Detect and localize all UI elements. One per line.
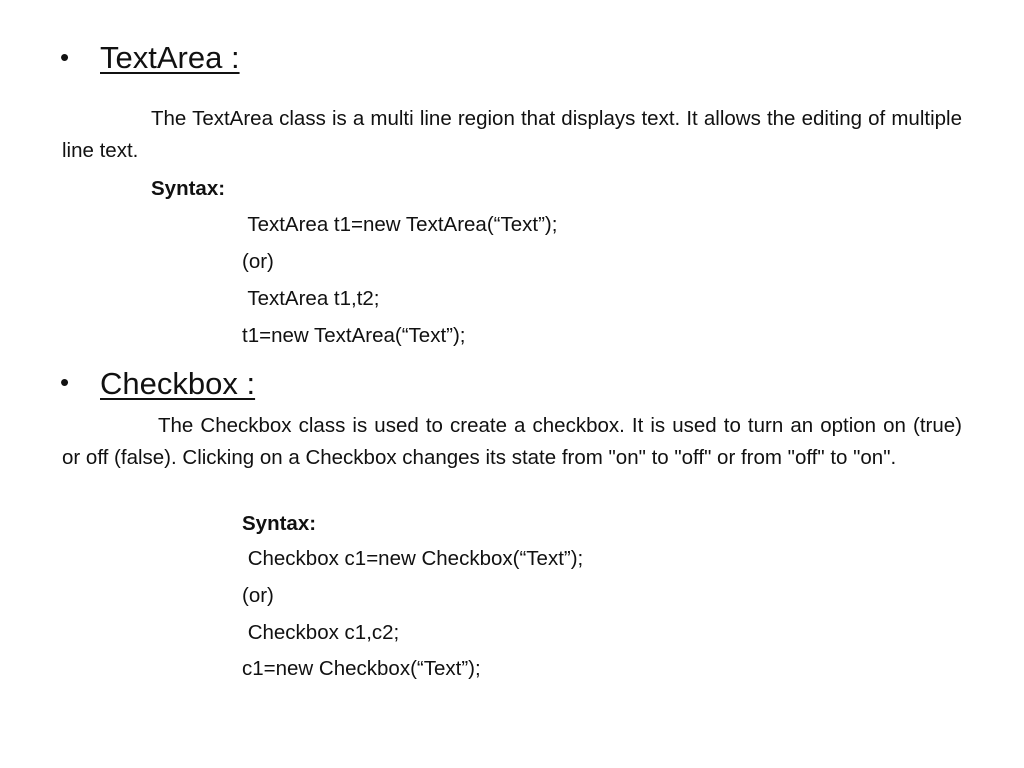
code-line: t1=new TextArea(“Text”);: [242, 324, 466, 347]
code-line: c1=new Checkbox(“Text”);: [242, 657, 481, 680]
code-line: TextArea t1,t2;: [242, 287, 380, 310]
heading-checkbox: Checkbox :: [100, 366, 256, 401]
code-line: (or): [242, 584, 274, 607]
description-checkbox: [62, 410, 962, 474]
bullet-checkbox: •: [60, 367, 70, 397]
bullet-textarea: •: [60, 42, 70, 72]
description-checkbox-text: The Checkbox class is used to create a checkbox. It is used to turn an option on (true) or off (false). Clicking on a Checkbox changes its state from "on" to "off" or from "off" to "on".: [62, 414, 962, 469]
code-line: Checkbox c1,c2;: [242, 621, 400, 644]
syntax-label-textarea: Syntax:: [151, 177, 226, 200]
code-line: Checkbox c1=new Checkbox(“Text”);: [242, 547, 584, 570]
code-line: TextArea t1=new TextArea(“Text”);: [242, 213, 558, 236]
heading-textarea: TextArea :: [100, 40, 240, 75]
description-textarea: [62, 103, 962, 167]
syntax-label-checkbox: Syntax:: [242, 512, 317, 535]
description-textarea-text: The TextArea class is a multi line region that displays text. It allows the editing of multiple line text.: [62, 107, 962, 162]
code-line: (or): [242, 250, 274, 273]
